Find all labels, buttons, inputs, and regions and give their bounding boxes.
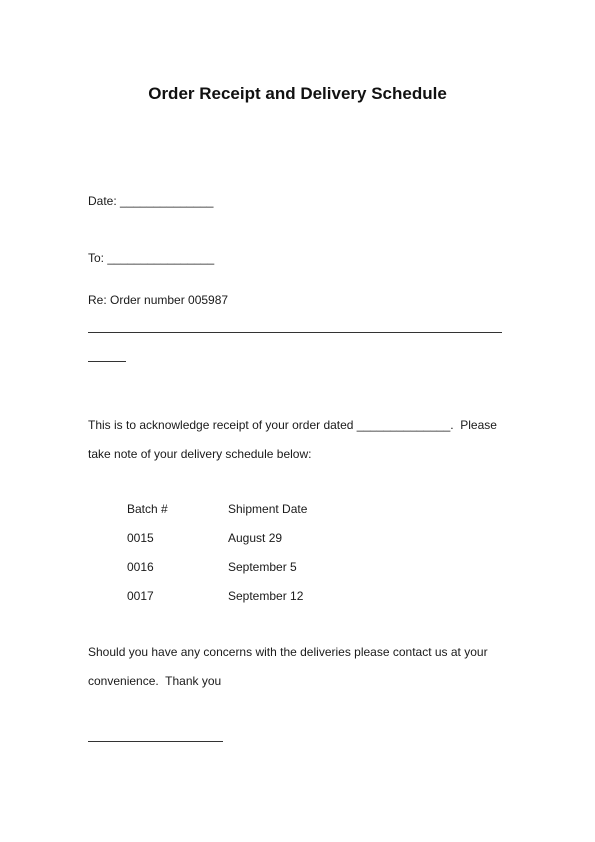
shipment-date: September 5: [228, 560, 297, 574]
table-row: [127, 531, 367, 545]
table-header-row: [127, 502, 367, 516]
acknowledge-paragraph-line-2: take note of your delivery schedule below:: [88, 447, 312, 461]
table-row: [127, 589, 367, 603]
closing-paragraph-line-1: Should you have any concerns with the deliveries please contact us at your: [88, 645, 488, 659]
signature-line: [88, 741, 223, 742]
blank-underline-short: [88, 361, 126, 362]
batch-number: 0015: [127, 531, 154, 545]
reference-line: Re: Order number 005987: [88, 293, 229, 307]
column-header-shipment-date: Shipment Date: [228, 502, 308, 516]
column-header-batch: Batch #: [127, 502, 168, 516]
date-line: Date: ______________: [88, 194, 214, 208]
shipment-date: September 12: [228, 589, 304, 603]
blank-underline-long: [88, 332, 502, 333]
table-row: [127, 560, 367, 574]
acknowledge-paragraph-line-1: This is to acknowledge receipt of your order dated ______________. Please: [88, 418, 497, 432]
shipment-date: August 29: [228, 531, 283, 545]
page-title: Order Receipt and Delivery Schedule: [148, 84, 447, 103]
to-line: To: ________________: [88, 251, 215, 265]
batch-number: 0016: [127, 560, 154, 574]
closing-paragraph-line-2: convenience. Thank you: [88, 674, 222, 688]
batch-number: 0017: [127, 589, 154, 603]
